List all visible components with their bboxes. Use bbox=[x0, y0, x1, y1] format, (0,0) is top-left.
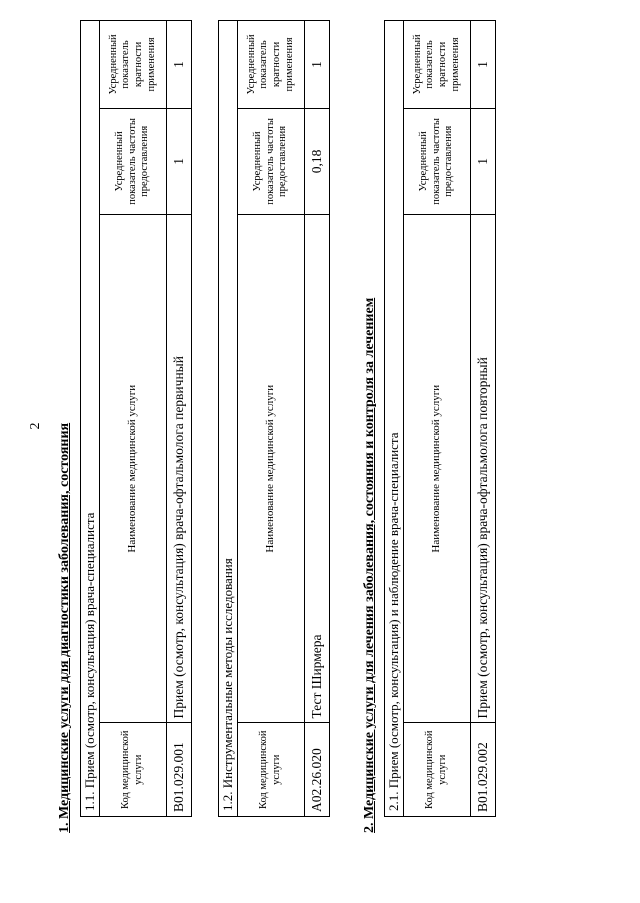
header-name: Наименование медицинской услуги bbox=[404, 214, 471, 723]
header-code: Код медицинской услуги bbox=[100, 723, 167, 817]
table-row bbox=[167, 21, 192, 817]
header-frequency: Усредненный показатель частоты предоставления bbox=[404, 108, 471, 214]
multiplicity-value: 1 bbox=[305, 21, 330, 109]
service-code: B01.029.002 bbox=[471, 723, 496, 817]
service-code: B01.029.001 bbox=[167, 723, 192, 817]
header-frequency: Усредненный показатель частоты предоставления bbox=[100, 108, 167, 214]
table-specialist-visit-treatment bbox=[384, 20, 496, 817]
service-name: Прием (осмотр, консультация) врача-офтальмолога повторный bbox=[471, 214, 496, 723]
header-code: Код медицинской услуги bbox=[404, 723, 471, 817]
header-name: Наименование медицинской услуги bbox=[238, 214, 305, 723]
frequency-value: 1 bbox=[167, 108, 192, 214]
multiplicity-value: 1 bbox=[167, 21, 192, 109]
header-name: Наименование медицинской услуги bbox=[100, 214, 167, 723]
service-name: Прием (осмотр, консультация) врача-офтальмолога первичный bbox=[167, 214, 192, 723]
table-row bbox=[471, 21, 496, 817]
frequency-value: 1 bbox=[471, 108, 496, 214]
section-title-treatment: 2. Медицинские услуги для лечения заболевания, состояния и контроля за лечением bbox=[362, 297, 377, 833]
header-frequency: Усредненный показатель частоты предоставления bbox=[238, 108, 305, 214]
multiplicity-value: 1 bbox=[471, 21, 496, 109]
service-code: A02.26.020 bbox=[305, 723, 330, 817]
section-title-diagnostics: 1. Медицинские услуги для диагностики заболевания, состояния bbox=[57, 422, 72, 833]
frequency-value: 0,18 bbox=[305, 108, 330, 214]
service-name: Тест Ширмера bbox=[305, 214, 330, 723]
header-code: Код медицинской услуги bbox=[238, 723, 305, 817]
header-multiplicity: Усредненный показатель кратности применения bbox=[404, 21, 471, 109]
page-number: 2 bbox=[28, 422, 43, 430]
table-specialist-visit-diagnostics bbox=[80, 20, 192, 817]
header-multiplicity: Усредненный показатель кратности применения bbox=[238, 21, 305, 109]
table-subtitle: 1.1. Прием (осмотр, консультация) врача-специалиста bbox=[81, 21, 100, 817]
table-instrumental-methods bbox=[218, 20, 330, 817]
table-subtitle: 1.2. Инструментальные методы исследования bbox=[219, 21, 238, 817]
table-row bbox=[305, 21, 330, 817]
table-subtitle: 2.1. Прием (осмотр, консультация) и наблюдение врача-специалиста bbox=[385, 21, 404, 817]
header-multiplicity: Усредненный показатель кратности применения bbox=[100, 21, 167, 109]
